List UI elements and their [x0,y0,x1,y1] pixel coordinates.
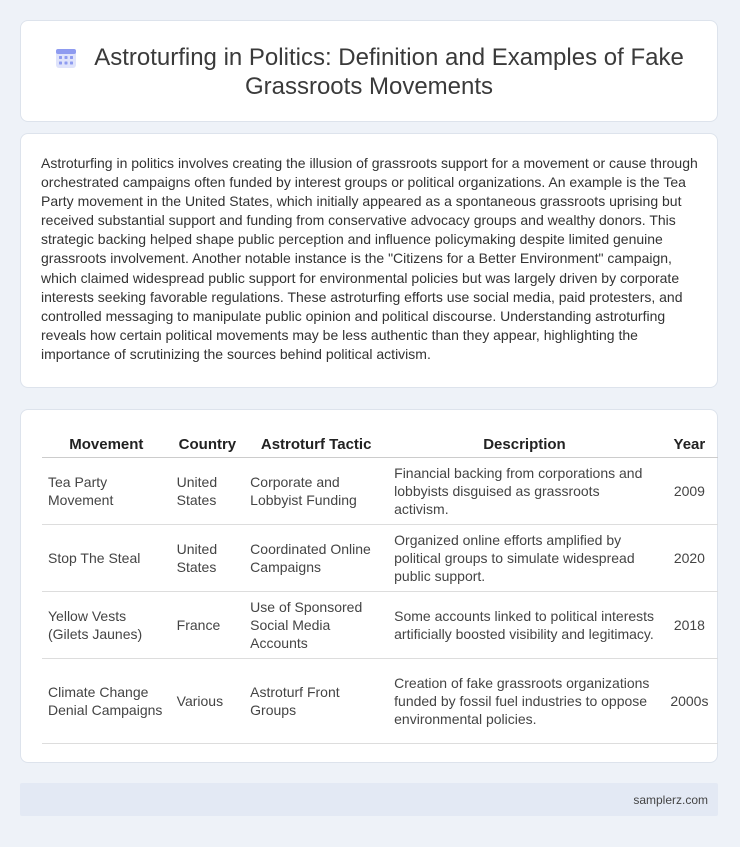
cell-description: Some accounts linked to political interests artificially boosted visibility and legitimacy. [388,592,661,659]
cell-year: 2018 [661,592,718,659]
table-card [20,409,718,763]
cell-description: Creation of fake grassroots organizations funded by fossil fuel industries to oppose environmental policies. [388,659,661,744]
cell-tactic: Coordinated Online Campaigns [244,525,388,592]
table-header-row [42,431,718,458]
cell-movement: Stop The Steal [42,525,171,592]
table-row [42,659,718,744]
table-row [42,592,718,659]
cell-year: 2009 [661,458,718,525]
cell-description: Financial backing from corporations and lobbyists disguised as grassroots activism. [388,458,661,525]
page-title [21,43,717,101]
footer-site-link[interactable]: samplerz.com [633,793,708,807]
table-row [42,525,718,592]
header-description: Description [388,431,661,458]
page-title-line-2: Grassroots Movements [244,73,494,100]
header-movement: Movement [42,431,171,458]
table-row [42,458,718,525]
intro-card [20,133,718,388]
cell-description: Organized online efforts amplified by political groups to simulate widespread public support. [388,525,661,592]
cell-country: United States [171,525,245,592]
header-tactic: Astroturf Tactic [244,431,388,458]
cell-year: 2020 [661,525,718,592]
cell-year: 2000s [661,659,718,744]
cell-country: Various [171,659,245,744]
movements-table [42,431,718,744]
cell-movement: Tea Party Movement [42,458,171,525]
header-card [20,20,718,122]
cell-tactic: Corporate and Lobbyist Funding [244,458,388,525]
cell-country: United States [171,458,245,525]
intro-paragraph: Astroturfing in politics involves creating the illusion of grassroots support for a movement or cause through orchestrated campaigns often funded by interest groups or political organizations. An example is the Tea Party movement in the United States, which initially appeared as a spontaneous grassroots uprising but received substantial support and funding from conservative advocacy groups and wealthy donors. This strategic backing helped shape public perception and influence policymaking despite limited genuine grassroots involvement. Another notable instance is the "Citizens for a Better Environment" campaign, which claimed widespread public support for environmental policies but was largely driven by corporate interests seeking favorable regulations. These astroturfing efforts use social media, paid protesters, and controlled messaging to manipulate public opinion and political discourse. Understanding astroturfing reveals how certain political movements may be less authentic than they appear, highlighting the importance of scrutinizing the sources behind political activism. [41,155,698,362]
header-year: Year [661,431,718,458]
page-title-line-1: Astroturfing in Politics: Definition and Examples of Fake [94,44,684,71]
cell-movement: Yellow Vests (Gilets Jaunes) [42,592,171,659]
footer-bar [20,783,718,816]
cell-movement: Climate Change Denial Campaigns [42,659,171,744]
cell-tactic: Astroturf Front Groups [244,659,388,744]
header-country: Country [171,431,245,458]
cell-tactic: Use of Sponsored Social Media Accounts [244,592,388,659]
cell-country: France [171,592,245,659]
